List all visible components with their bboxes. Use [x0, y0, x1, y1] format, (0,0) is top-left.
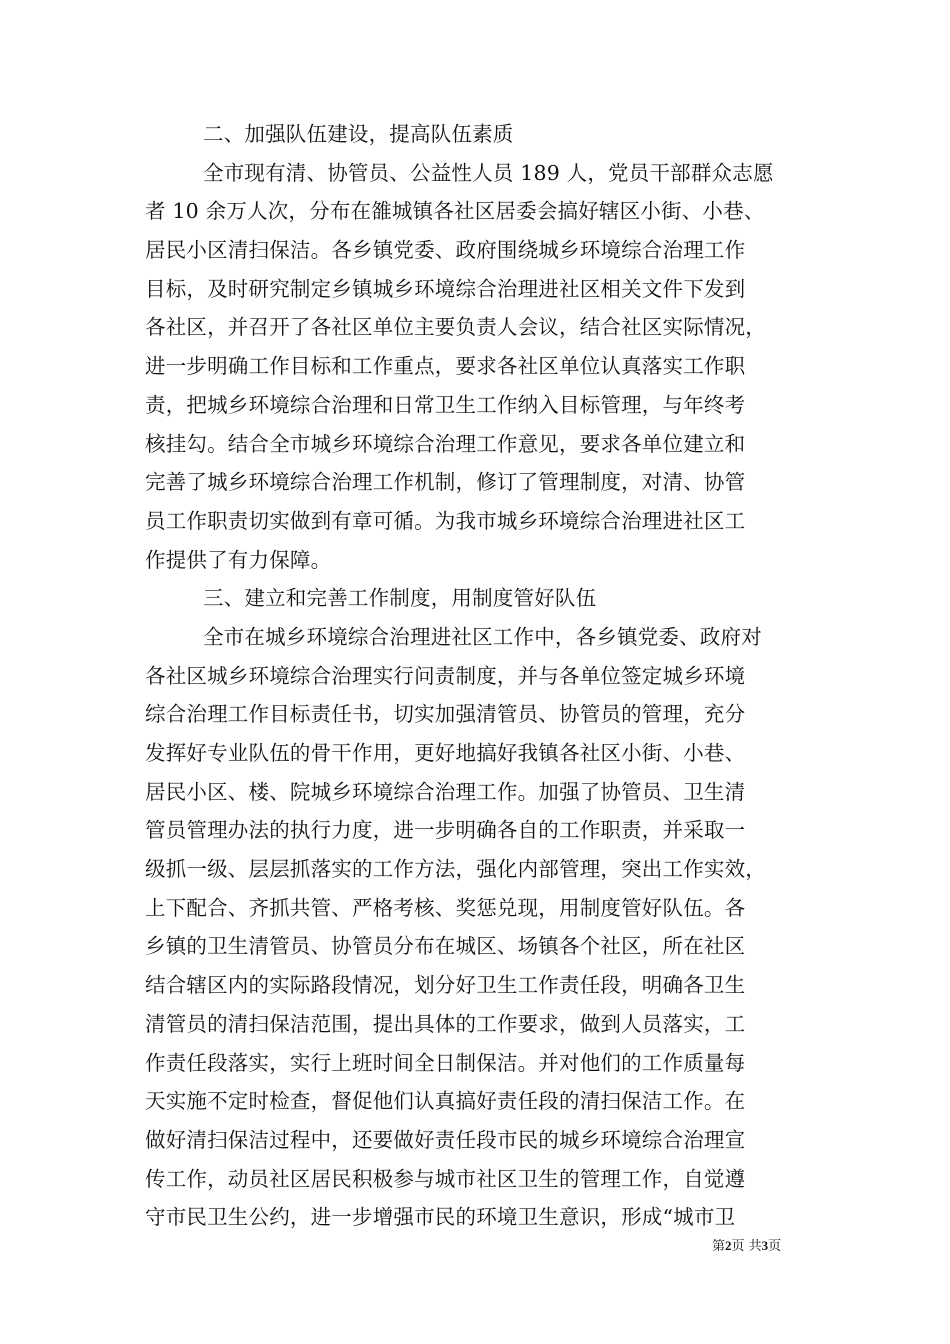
paragraph-line: 发挥好专业队伍的骨干作用，更好地搞好我镇各社区小街、小巷、	[145, 741, 746, 765]
paragraph-line: 全市现有清、协管员、公益性人员 189 人，党员干部群众志愿	[203, 160, 774, 185]
paragraph-line: 管员管理办法的执行力度，进一步明确各自的工作职责，并采取一	[145, 818, 746, 843]
paragraph-line: 居民小区、楼、院城乡环境综合治理工作。加强了协管员、卫生清	[145, 779, 746, 804]
paragraph-line: 乡镇的卫生清管员、协管员分布在城区、场镇各个社区，所在社区	[145, 934, 746, 959]
paragraph-line: 核挂勾。结合全市城乡环境综合治理工作意见，要求各单位建立和	[145, 431, 746, 456]
page-footer	[712, 1238, 781, 1255]
paragraph-line: 者 10 余万人次，分布在雒城镇各社区居委会搞好辖区小街、小巷、	[145, 199, 765, 224]
paragraph-line: 做好清扫保洁过程中，还要做好责任段市民的城乡环境综合治理宣	[145, 1127, 746, 1152]
footer-suffix: 页	[768, 1239, 782, 1254]
paragraph-line: 责，把城乡环境综合治理和日常卫生工作纳入目标管理，与年终考	[145, 392, 746, 417]
section-heading-2: 二、加强队伍建设，提高队伍素质	[203, 122, 514, 146]
document-body	[145, 115, 810, 1237]
paragraph-line: 上下配合、齐抓共管、严格考核、奖惩兑现，用制度管好队伍。各	[145, 895, 746, 920]
paragraph-line: 作提供了有力保障。	[145, 547, 332, 572]
paragraph-line: 进一步明确工作目标和工作重点，要求各社区单位认真落实工作职	[145, 354, 746, 379]
total-pages: 3	[761, 1238, 769, 1253]
paragraph-line: 守市民卫生公约，进一步增强市民的环境卫生意识，形成“城市卫	[145, 1205, 736, 1230]
paragraph-line: 全市在城乡环境综合治理进社区工作中，各乡镇党委、政府对	[203, 624, 762, 649]
paragraph-line: 传工作，动员社区居民积极参与城市社区卫生的管理工作，自觉遵	[145, 1166, 746, 1191]
paragraph-line: 天实施不定时检查，督促他们认真搞好责任段的清扫保洁工作。在	[145, 1089, 746, 1114]
paragraph-line: 综合治理工作目标责任书，切实加强清管员、协管员的管理，充分	[145, 702, 746, 727]
paragraph-line: 员工作职责切实做到有章可循。为我市城乡环境综合治理进社区工	[145, 508, 746, 533]
paragraph-line: 结合辖区内的实际路段情况，划分好卫生工作责任段，明确各卫生	[145, 973, 746, 998]
section-heading-3: 三、建立和完善工作制度，用制度管好队伍	[203, 586, 597, 611]
paragraph-line: 清管员的清扫保洁范围，提出具体的工作要求，做到人员落实，工	[145, 1011, 746, 1036]
paragraph-line: 居民小区清扫保洁。各乡镇党委、政府围绕城乡环境综合治理工作	[145, 238, 746, 263]
paragraph-line: 级抓一级、层层抓落实的工作方法，强化内部管理，突出工作实效，	[145, 857, 766, 882]
paragraph-line: 作责任段落实，实行上班时间全日制保洁。并对他们的工作质量每	[145, 1050, 746, 1075]
paragraph-line: 目标，及时研究制定乡镇城乡环境综合治理进社区相关文件下发到	[145, 276, 746, 301]
paragraph-line: 完善了城乡环境综合治理工作机制，修订了管理制度，对清、协管	[145, 470, 746, 495]
page-number: 2	[725, 1238, 732, 1253]
footer-middle: 页 共	[731, 1239, 762, 1254]
paragraph-line: 各社区城乡环境综合治理实行问责制度，并与各单位签定城乡环境	[145, 663, 746, 688]
footer-prefix: 第	[712, 1239, 726, 1254]
paragraph-line: 各社区，并召开了各社区单位主要负责人会议，结合社区实际情况，	[145, 315, 766, 340]
